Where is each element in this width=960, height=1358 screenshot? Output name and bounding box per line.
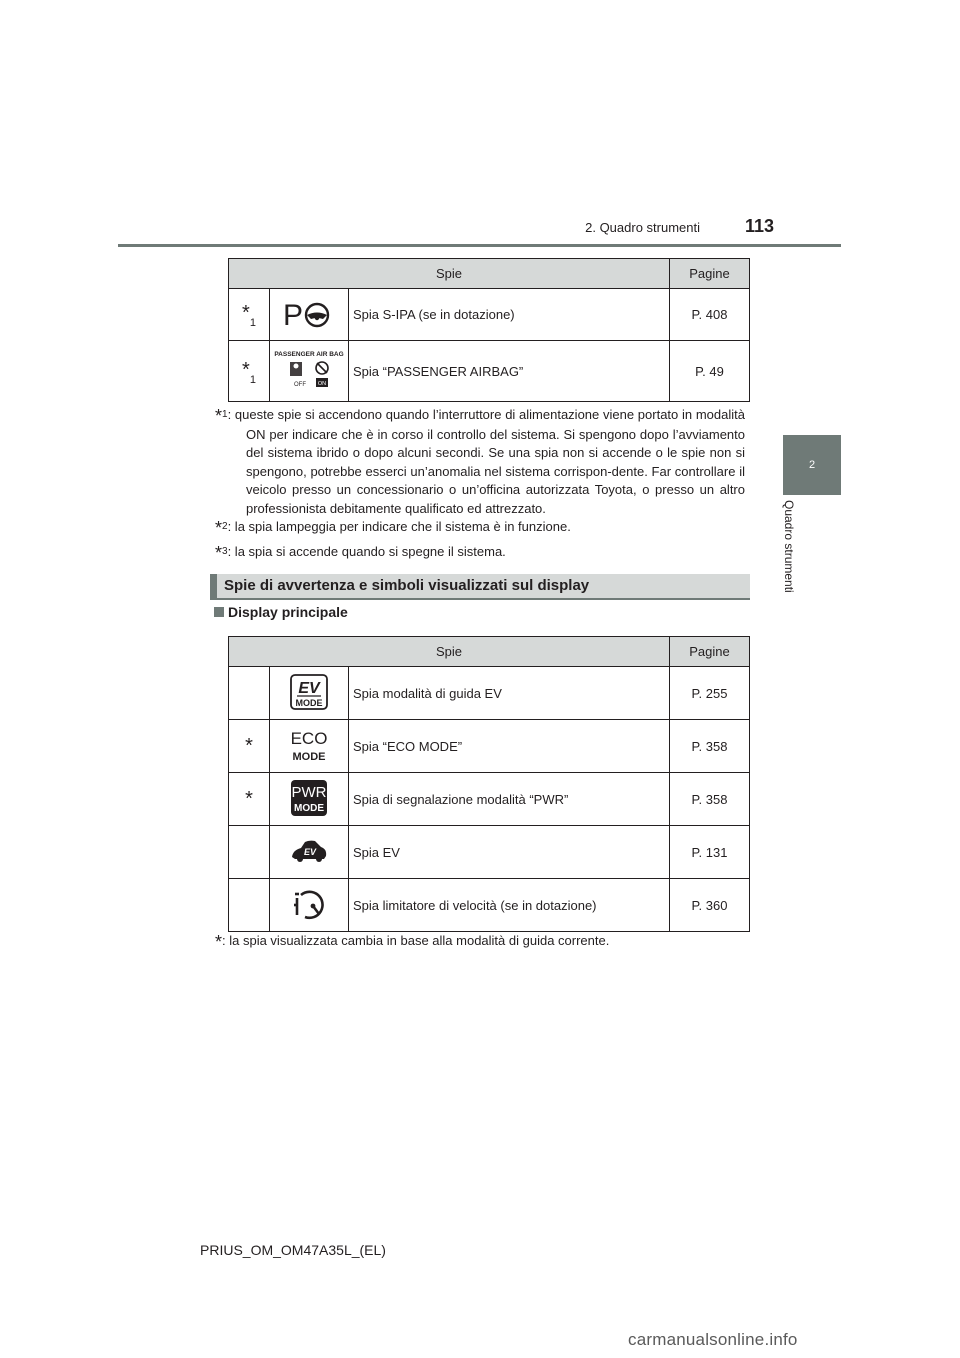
svg-text:MODE: MODE (295, 697, 323, 708)
table-row (229, 826, 750, 879)
table-row (229, 773, 750, 826)
table-row (229, 667, 750, 720)
note-mark (229, 667, 270, 720)
page-number: 113 (744, 216, 774, 236)
passenger-airbag-icon (270, 341, 349, 402)
page-reference: P. 255 (670, 667, 750, 720)
running-header-section: 2. Quadro strumenti (585, 220, 700, 235)
section-heading (210, 574, 750, 600)
indicator-description: Spia “PASSENGER AIRBAG” (349, 341, 670, 402)
subheading: Display principale (214, 604, 348, 620)
table-header-row (229, 637, 750, 667)
chapter-number: 2 (808, 459, 816, 471)
square-bullet-icon (214, 607, 224, 617)
indicator-description: Spia limitatore di velocità (se in dotazione) (349, 879, 670, 932)
svg-text:OFF: OFF (294, 381, 306, 388)
indicator-description: Spia modalità di guida EV (349, 667, 670, 720)
table-row (229, 720, 750, 773)
note-mark (229, 826, 270, 879)
ev-car-icon (270, 826, 349, 879)
ev-mode-icon (270, 667, 349, 720)
column-header-pagine: Pagine (670, 637, 750, 667)
indicator-description: Spia di segnalazione modalità “PWR” (349, 773, 670, 826)
svg-text:P: P (283, 299, 304, 332)
page-reference: P. 358 (670, 720, 750, 773)
table-row (229, 879, 750, 932)
footnote-3: *$^3$: la spia si accende quando si spegne il sistema. (215, 543, 506, 563)
section-heading-title: Spie di avvertenza e simboli visualizzati sul display (224, 577, 590, 594)
column-header-spie: Spie (229, 259, 670, 289)
indicator-table-2 (228, 636, 750, 932)
chapter-tab (783, 435, 841, 495)
note-mark: $*_1$ (229, 289, 270, 341)
indicator-description: Spia S-IPA (se in dotazione) (349, 289, 670, 341)
page-reference: P. 408 (670, 289, 750, 341)
column-header-spie: Spie (229, 637, 670, 667)
indicator-description: Spia “ECO MODE” (349, 720, 670, 773)
document-code: PRIUS_OM_OM47A35L_(EL) (200, 1242, 386, 1258)
indicator-description: Spia EV (349, 826, 670, 879)
note-mark: * (229, 720, 270, 773)
footnote-1: *$^1$: queste spie si accendono quando l’interruttore di alimentazione viene portato in modalità ON per indicare che è in corso il controllo del sistema. Si spengono dopo l’avviamento del sistema ibrido o dopo alcuni secondi. Se una spia non si accende o le spie non si spengono, potrebbe esserci un’anomalia nel sistema corrispon-dente. Far controllare il veicolo presso un concessionario o un’officina autorizzata Toyota, o presso un altro professionista debitamente qualificato ed attrezzato. (215, 406, 745, 516)
chapter-tab-label: Quadro strumenti (782, 500, 796, 593)
note-mark: * (229, 773, 270, 826)
svg-text:PASSENGER AIR BAG: PASSENGER AIR BAG (274, 350, 344, 358)
note-mark (229, 879, 270, 932)
footnote-2: *$^2$: la spia lampeggia per indicare che il sistema è in funzione. (215, 518, 571, 538)
svg-text:PWR: PWR (291, 783, 327, 801)
page-reference: P. 358 (670, 773, 750, 826)
page-reference: P. 360 (670, 879, 750, 932)
svg-text:MODE: MODE (294, 802, 324, 814)
pwr-mode-icon (270, 773, 349, 826)
table-header-row (229, 259, 750, 289)
svg-text:EV: EV (303, 846, 317, 857)
table-row (229, 341, 750, 402)
indicator-table-1 (228, 258, 750, 402)
svg-text:EV: EV (298, 679, 320, 697)
watermark: carmanualsonline.info (628, 1330, 798, 1349)
speed-limiter-icon (270, 879, 349, 932)
table-row (229, 289, 750, 341)
page-reference: P. 131 (670, 826, 750, 879)
footnote-table-2: *: la spia visualizzata cambia in base alla modalità di guida corrente. (215, 932, 610, 952)
s-ipa-icon (270, 289, 349, 341)
column-header-pagine: Pagine (670, 259, 750, 289)
header-rule (118, 244, 841, 247)
svg-text:ON: ON (317, 380, 327, 387)
page-reference: P. 49 (670, 341, 750, 402)
svg-text:ECO: ECO (290, 728, 328, 748)
eco-mode-icon (270, 720, 349, 773)
note-mark: $*_1$ (229, 341, 270, 402)
svg-text:MODE: MODE (292, 750, 326, 763)
